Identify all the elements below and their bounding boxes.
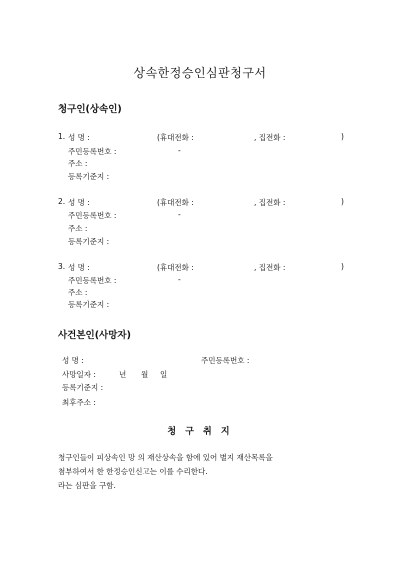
petitioner-2-home-label: , 집전화 :: [254, 198, 286, 207]
deceased-last-address-label: 최후주소 :: [62, 398, 96, 407]
purpose-line-1: 청구인들이 피상속인 망 의 재산상속을 함에 있어 별지 재산목록을: [58, 453, 273, 462]
petitioner-2-mobile-label: (휴대전화 :: [157, 198, 194, 207]
petitioner-1-mobile-label: (휴대전화 :: [157, 133, 194, 142]
death-year-unit: 년: [119, 370, 127, 379]
petitioner-1-reg-label: 등록기준지 :: [68, 172, 110, 181]
deceased-rrn-label: 주민등록번호 :: [201, 356, 250, 365]
petitioner-3-reg-label: 등록기준지 :: [68, 300, 110, 309]
petitioner-3-close-paren: ): [341, 262, 344, 271]
petitioner-3-address-label: 주소 :: [68, 288, 88, 297]
petitioner-1-address-label: 주소 :: [68, 159, 88, 168]
deceased-reg-label: 등록기준지 :: [62, 383, 104, 392]
petitioner-2-address-label: 주소 :: [68, 224, 88, 233]
petitioner-2-rrn-dash: -: [178, 210, 181, 219]
petitioner-1-home-label: , 집전화 :: [254, 133, 286, 142]
petitioner-2-close-paren: ): [341, 197, 344, 206]
death-day-unit: 일: [160, 370, 168, 379]
deceased-death-date-label: 사망일자 :: [62, 370, 96, 379]
document-title: 상속한정승인심판청구서: [133, 66, 267, 80]
purpose-heading: 청 구 취 지: [167, 427, 233, 437]
petitioner-3-rrn-label: 주민등록번호 :: [68, 276, 117, 285]
petitioner-2-reg-label: 등록기준지 :: [68, 237, 110, 246]
petitioner-3-name-label: 성 명 :: [68, 263, 90, 272]
purpose-line-2: 첨부하여서 한 한정승인신고는 이를 수리한다.: [58, 467, 208, 476]
deceased-heading: 사건본인(사망자): [58, 330, 131, 341]
petitioner-3-mobile-label: (휴대전화 :: [157, 263, 194, 272]
petitioner-2-name-label: 성 명 :: [68, 198, 90, 207]
petitioner-3-home-label: , 집전화 :: [254, 263, 286, 272]
petitioner-heading: 청구인(상속인): [58, 104, 122, 115]
petitioner-1-rrn-label: 주민등록번호 :: [68, 147, 117, 156]
death-month-unit: 월: [141, 370, 149, 379]
purpose-line-3: 라는 심판을 구함.: [58, 481, 116, 490]
petitioner-1-index: 1.: [58, 132, 66, 141]
petitioner-2-index: 2.: [58, 197, 66, 206]
deceased-name-label: 성 명 :: [62, 356, 84, 365]
petitioner-1-rrn-dash: -: [178, 146, 181, 155]
petitioner-3-index: 3.: [58, 262, 66, 271]
petitioner-1-name-label: 성 명 :: [68, 133, 90, 142]
petitioner-1-close-paren: ): [341, 132, 344, 141]
petitioner-2-rrn-label: 주민등록번호 :: [68, 211, 117, 220]
petitioner-3-rrn-dash: -: [178, 275, 181, 284]
